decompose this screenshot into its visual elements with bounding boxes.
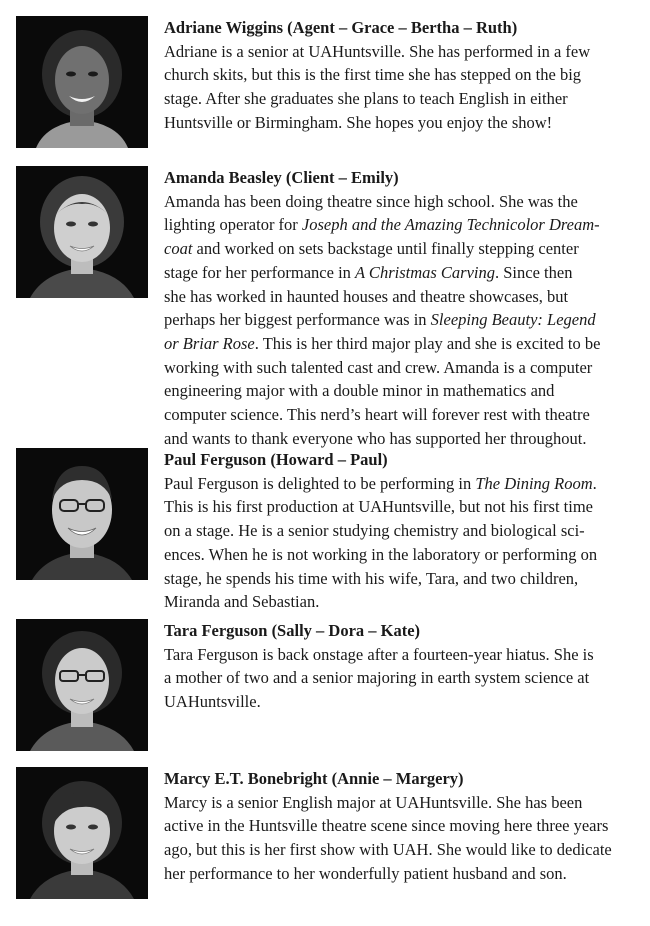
headshot-photo <box>16 448 148 580</box>
bio-line: or Briar Rose. This is her third major play and she is excited to be <box>164 333 601 353</box>
bio-line: Paul Ferguson is delighted to be performing in The Dining Room. <box>164 473 597 493</box>
bio-line: coat and worked on sets backstage until finally stepping center <box>164 239 579 259</box>
bio-text <box>164 767 642 886</box>
cast-member-name: Tara Ferguson (Sally – Dora – Kate) <box>164 621 421 640</box>
bio-text <box>164 619 642 714</box>
bio-line: computer science. This nerd’s heart will forever rest with theatre <box>164 405 590 425</box>
headshot-photo <box>16 166 148 298</box>
bio-text <box>164 166 642 450</box>
cast-member-name: Paul Ferguson (Howard – Paul) <box>164 450 388 469</box>
bio-line: a mother of two and a senior majoring in earth system science at <box>164 668 590 688</box>
bio-line: she has worked in haunted houses and theatre showcases, but <box>164 286 569 306</box>
headshot-illustration <box>16 767 148 899</box>
bio-line: her performance to her wonderfully patient husband and son. <box>164 863 567 883</box>
bio-line: Marcy is a senior English major at UAHuntsville. She has been <box>164 792 583 812</box>
bio-line: Miranda and Sebastian. <box>164 592 320 612</box>
bio-line: ago, but this is her first show with UAH. She would like to dedicate <box>164 840 612 860</box>
bio-line: stage, he spends his time with his wife, Tara, and two children, <box>164 568 579 588</box>
bio-line: church skits, but this is the first time she has stepped on the big <box>164 65 582 85</box>
bio-line: Amanda has been doing theatre since high school. She was the <box>164 191 578 211</box>
headshot-photo <box>16 16 148 148</box>
bio-line: stage for her performance in A Christmas Carving. Since then <box>164 262 573 282</box>
bio-line: This is his first production at UAHuntsville, but not his first time <box>164 497 593 517</box>
bio-line: UAHuntsville. <box>164 692 261 712</box>
bio-line: lighting operator for Joseph and the Amazing Technicolor Dream- <box>164 215 600 235</box>
cast-member-name: Adriane Wiggins (Agent – Grace – Bertha – Ruth) <box>164 18 518 37</box>
bio-line: Adriane is a senior at UAHuntsville. She has performed in a few <box>164 41 591 61</box>
headshot-photo <box>16 767 148 899</box>
headshot-illustration <box>16 619 148 751</box>
headshot-photo <box>16 619 148 751</box>
cast-member-name: Marcy E.T. Bonebright (Annie – Margery) <box>164 769 464 788</box>
headshot-illustration <box>16 448 148 580</box>
bio-line: on a stage. He is a senior studying chemistry and biological sci- <box>164 521 585 541</box>
bio-line: active in the Huntsville theatre scene since moving here three years <box>164 816 609 836</box>
bio-line: Huntsville or Birmingham. She hopes you enjoy the show! <box>164 112 553 132</box>
headshot-illustration <box>16 166 148 298</box>
bio-text <box>164 16 642 135</box>
bio-line: working with such talented cast and crew. Amanda is a computer <box>164 357 593 377</box>
bio-line: perhaps her biggest performance was in Sleeping Beauty: Legend <box>164 310 596 330</box>
bio-line: and wants to thank everyone who has supported her throughout. <box>164 428 587 448</box>
headshot-illustration <box>16 16 148 148</box>
cast-member-name: Amanda Beasley (Client – Emily) <box>164 168 399 187</box>
bio-line: engineering major with a double minor in mathematics and <box>164 381 555 401</box>
bio-text <box>164 448 642 614</box>
bio-line: Tara Ferguson is back onstage after a fourteen-year hiatus. She is <box>164 644 594 664</box>
bio-line: stage. After she graduates she plans to teach English in either <box>164 89 568 109</box>
bio-line: ences. When he is not working in the laboratory or performing on <box>164 544 598 564</box>
